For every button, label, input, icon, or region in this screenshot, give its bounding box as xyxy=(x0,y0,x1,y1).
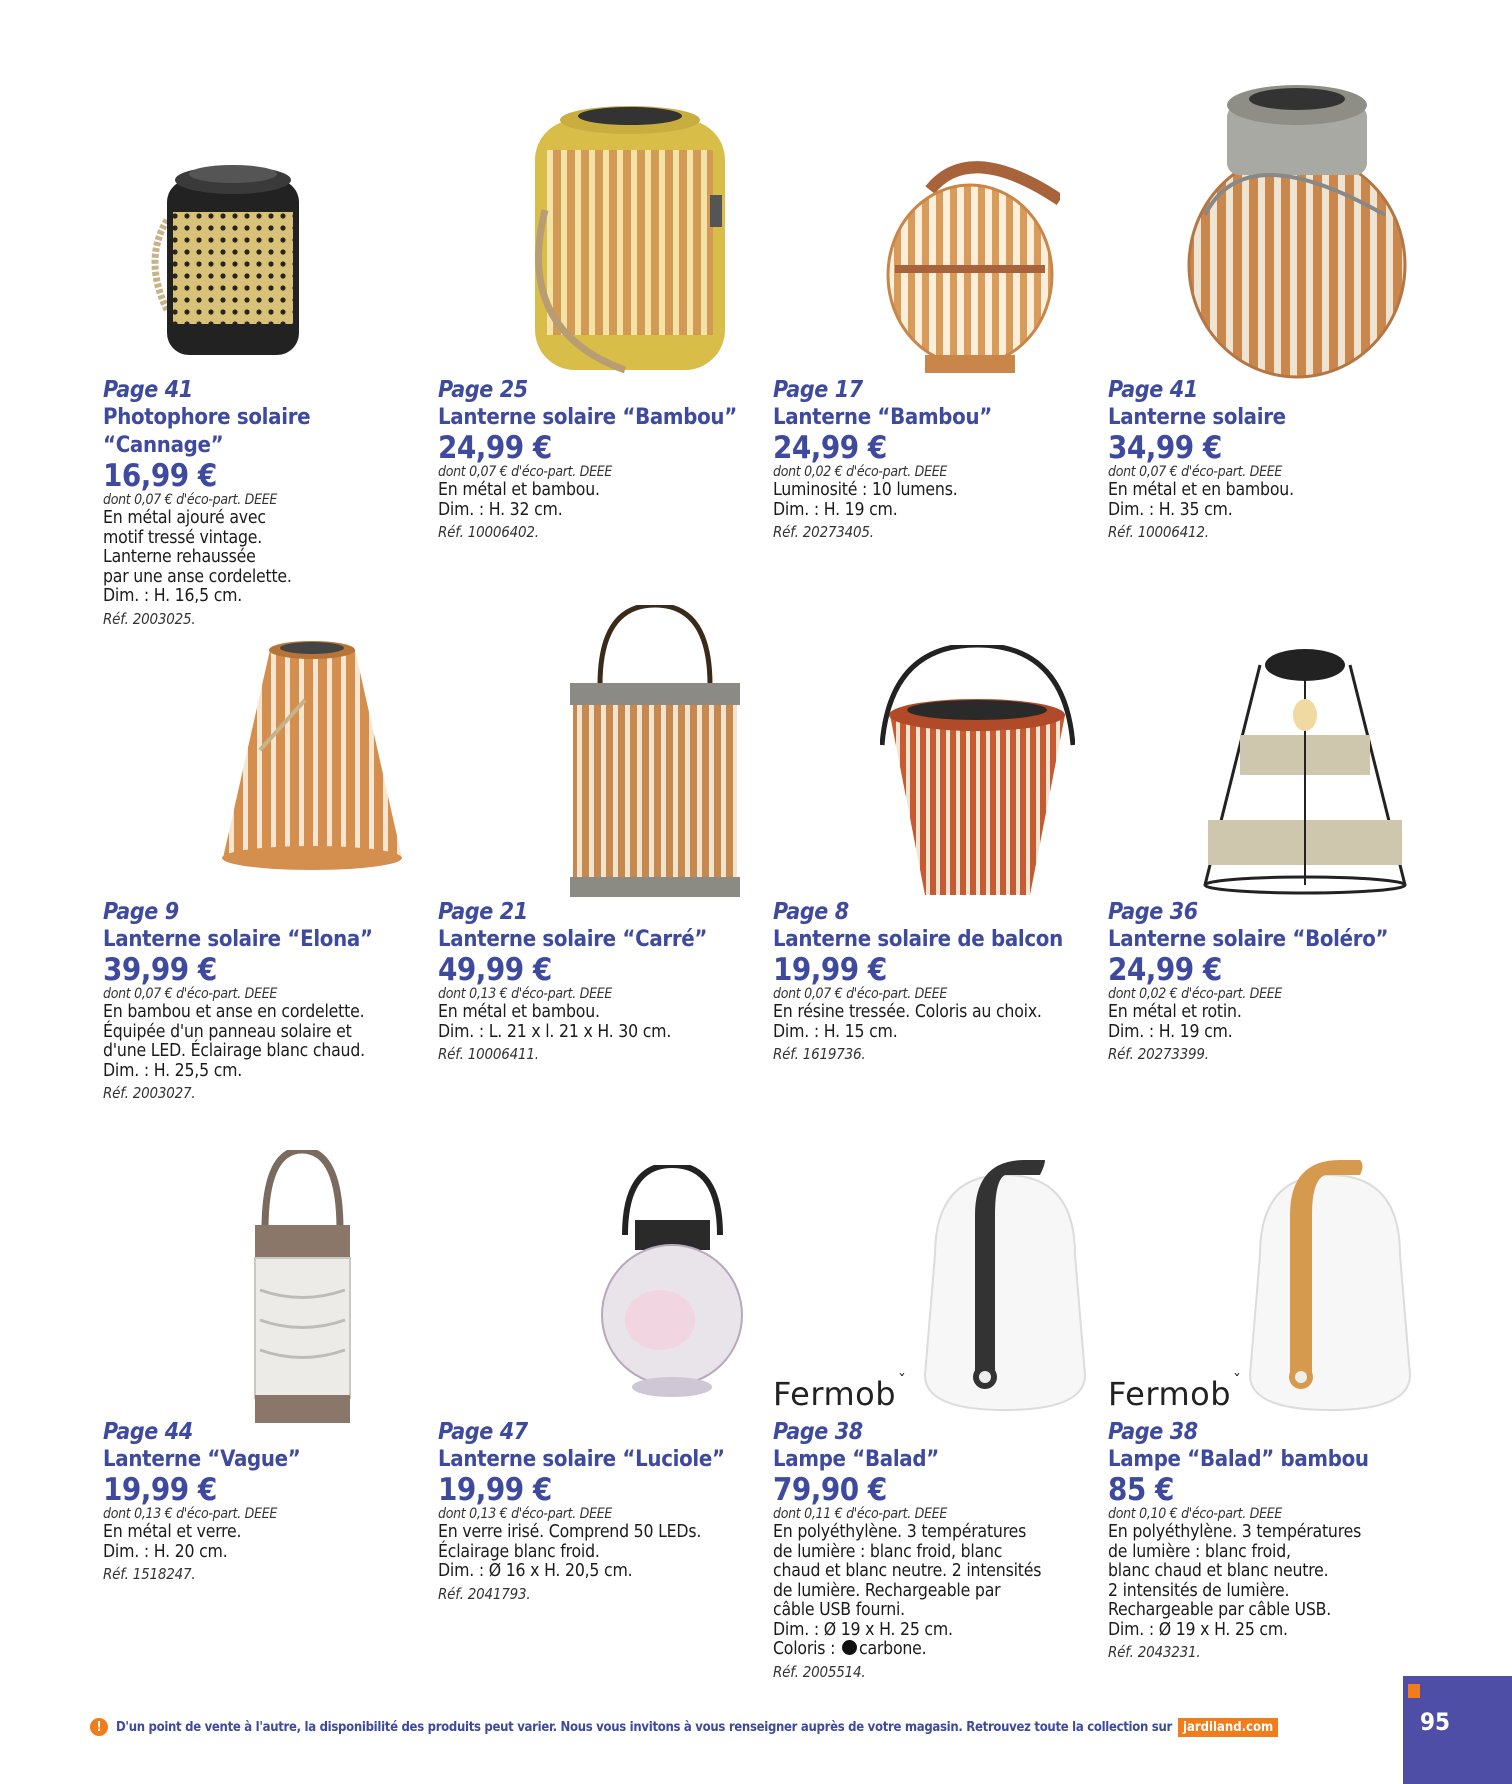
product-price: 19,99 € xyxy=(773,952,887,988)
product-ref: Réf. 2041793. xyxy=(438,1584,531,1603)
eco-part: dont 0,02 € d'éco-part. DEEE xyxy=(773,464,948,480)
product-price: 85 € xyxy=(1108,1472,1174,1508)
product-description: En polyéthylène. 3 températures de lumière : blanc froid, blanc chaud et blanc neutre. 2 intensités de lumière. Rechargeable par câble USB. Dim. : Ø 19 x H. 25 cm. xyxy=(1108,1522,1362,1640)
product-image-balcon xyxy=(880,645,1075,900)
product-image-carre xyxy=(570,605,740,900)
product-image-bambou-round xyxy=(880,150,1060,380)
product-ref: Réf. 2003025. xyxy=(103,609,196,628)
product-price: 39,99 € xyxy=(103,952,217,988)
product-description: En métal ajouré avec motif tressé vintage. Lanterne rehaussée par une anse cordelette. Dim. : H. 16,5 cm. xyxy=(103,508,292,606)
page-reference: Page 9 xyxy=(103,899,179,925)
product-ref: Réf. 10006411. xyxy=(438,1045,539,1063)
colour-name: carbone. xyxy=(859,1639,927,1659)
colour-swatch xyxy=(842,1640,857,1655)
product-ref: Réf. 1518247. xyxy=(103,1565,196,1583)
product-name: Lanterne solaire “Luciole” xyxy=(438,1447,725,1472)
colour-label: Coloris : xyxy=(773,1639,836,1659)
eco-part: dont 0,13 € d'éco-part. DEEE xyxy=(438,1506,613,1522)
product-price: 19,99 € xyxy=(438,1472,552,1508)
fermob-logo: Fermob $^ˇ$ xyxy=(1108,1371,1242,1413)
product-description: En verre irisé. Comprend 50 LEDs. Éclairage blanc froid. Dim. : Ø 16 x H. 20,5 cm. xyxy=(438,1522,702,1581)
page-reference: Page 36 xyxy=(1108,899,1198,925)
product-image-vague xyxy=(250,1150,355,1425)
product-description: En résine tressée. Coloris au choix. Dim. : H. 15 cm. xyxy=(773,1002,1042,1042)
product-price: 24,99 € xyxy=(438,430,552,466)
product-description: Luminosité : 10 lumens. Dim. : H. 19 cm. xyxy=(773,480,958,520)
warning-icon: ! xyxy=(90,1718,108,1736)
page-reference: Page 25 xyxy=(438,377,528,403)
page-reference: Page 38 xyxy=(1108,1419,1198,1445)
product-price: 24,99 € xyxy=(773,430,887,466)
product-ref: Réf. 10006402. xyxy=(438,523,539,541)
page-reference: Page 21 xyxy=(438,899,528,925)
page-reference: Page 44 xyxy=(103,1419,193,1445)
product-description: En polyéthylène. 3 températures de lumière : blanc froid, blanc chaud et blanc neutre. 2 intensités de lumière. Rechargeable par câble USB fourni. Dim. : Ø 19 x H. 25 cm. xyxy=(773,1522,1042,1640)
eco-part: dont 0,07 € d'éco-part. DEEE xyxy=(438,464,613,480)
product-ref: Réf. 10006412. xyxy=(1108,523,1209,541)
product-name: Lanterne “Vague” xyxy=(103,1447,301,1472)
product-description: En métal et bambou. Dim. : L. 21 x l. 21 x H. 30 cm. xyxy=(438,1002,672,1042)
product-description: En métal et rotin. Dim. : H. 19 cm. xyxy=(1108,1002,1242,1042)
eco-part: dont 0,13 € d'éco-part. DEEE xyxy=(438,986,613,1002)
product-card xyxy=(1108,898,1428,1066)
product-colour xyxy=(773,1640,1093,1660)
product-ref: Réf. 20273399. xyxy=(1108,1045,1209,1063)
page-number: 95 xyxy=(1420,1708,1451,1736)
notice-text: D'un point de vente à l'autre, la disponibilité des produits peut varier. Nous vous invitons à vous renseigner auprès de votre magasin. Retrouvez toute la collection sur xyxy=(116,1719,1172,1735)
product-description: En métal et en bambou. Dim. : H. 35 cm. xyxy=(1108,480,1294,520)
product-ref: Réf. 1619736. xyxy=(773,1045,866,1063)
product-image-luciole xyxy=(600,1165,745,1400)
product-card xyxy=(1108,376,1428,544)
product-image-bambou-metal xyxy=(1185,75,1410,380)
product-price: 34,99 € xyxy=(1108,430,1222,466)
product-image-balad-bambou xyxy=(1240,1155,1420,1415)
fermob-logo: Fermob $^ˇ$ xyxy=(773,1371,907,1413)
eco-part: dont 0,11 € d'éco-part. DEEE xyxy=(773,1506,948,1522)
product-name: Photophore solaire “Cannage” xyxy=(103,405,311,458)
product-image-cannage xyxy=(145,150,315,365)
page-reference: Page 41 xyxy=(1108,377,1198,403)
product-ref: Réf. 2043231. xyxy=(1108,1643,1201,1661)
product-price: 49,99 € xyxy=(438,952,552,988)
product-price: 79,90 € xyxy=(773,1472,887,1508)
product-price: 16,99 € xyxy=(103,458,217,494)
eco-part: dont 0,07 € d'éco-part. DEEE xyxy=(103,986,278,1002)
product-image-elona xyxy=(220,640,405,870)
eco-part: dont 0,13 € d'éco-part. DEEE xyxy=(103,1506,278,1522)
eco-part: dont 0,02 € d'éco-part. DEEE xyxy=(1108,986,1283,1002)
eco-part: dont 0,07 € d'éco-part. DEEE xyxy=(103,492,278,508)
product-name: Lampe “Balad” bambou xyxy=(1108,1447,1369,1472)
product-card xyxy=(1108,1418,1428,1664)
product-ref: Réf. 20273405. xyxy=(773,523,874,541)
page-reference: Page 17 xyxy=(773,377,863,403)
product-name: Lanterne solaire “Bambou” xyxy=(438,405,737,430)
product-name: Lanterne solaire “Boléro” xyxy=(1108,927,1389,952)
product-name: Lampe “Balad” xyxy=(773,1447,939,1472)
product-image-balad xyxy=(915,1155,1095,1415)
product-price: 19,99 € xyxy=(103,1472,217,1508)
product-card xyxy=(438,898,758,1066)
product-card xyxy=(103,898,423,1105)
product-description: En bambou et anse en cordelette. Équipée d'un panneau solaire et d'une LED. Éclairage blanc chaud. Dim. : H. 25,5 cm. xyxy=(103,1002,365,1081)
product-card xyxy=(103,1418,423,1586)
product-card xyxy=(438,376,758,544)
product-card xyxy=(438,1418,758,1606)
product-name: Lanterne solaire de balcon xyxy=(773,927,1063,952)
page-reference: Page 8 xyxy=(773,899,849,925)
product-image-bambou-yellow xyxy=(525,100,740,375)
availability-notice xyxy=(90,1715,1370,1739)
product-card xyxy=(103,376,423,631)
product-name: Lanterne “Bambou” xyxy=(773,405,992,430)
eco-part: dont 0,07 € d'éco-part. DEEE xyxy=(773,986,948,1002)
product-card xyxy=(773,1418,1093,1684)
product-name: Lanterne solaire “Carré” xyxy=(438,927,708,952)
page-reference: Page 47 xyxy=(438,1419,528,1445)
eco-part: dont 0,07 € d'éco-part. DEEE xyxy=(1108,464,1283,480)
product-card xyxy=(773,376,1093,544)
website-link[interactable]: jardiland.com xyxy=(1178,1718,1278,1737)
eco-part: dont 0,10 € d'éco-part. DEEE xyxy=(1108,1506,1283,1522)
page-reference: Page 41 xyxy=(103,377,193,403)
product-image-bolero xyxy=(1200,645,1410,895)
product-name: Lanterne solaire xyxy=(1108,405,1286,430)
product-description: En métal et verre. Dim. : H. 20 cm. xyxy=(103,1522,242,1562)
product-name: Lanterne solaire “Elona” xyxy=(103,927,373,952)
tab-accent xyxy=(1408,1684,1420,1698)
product-price: 24,99 € xyxy=(1108,952,1222,988)
product-ref: Réf. 2003027. xyxy=(103,1084,196,1102)
product-ref: Réf. 2005514. xyxy=(773,1662,866,1681)
page-reference: Page 38 xyxy=(773,1419,863,1445)
product-description: En métal et bambou. Dim. : H. 32 cm. xyxy=(438,480,600,520)
product-card xyxy=(773,898,1093,1066)
